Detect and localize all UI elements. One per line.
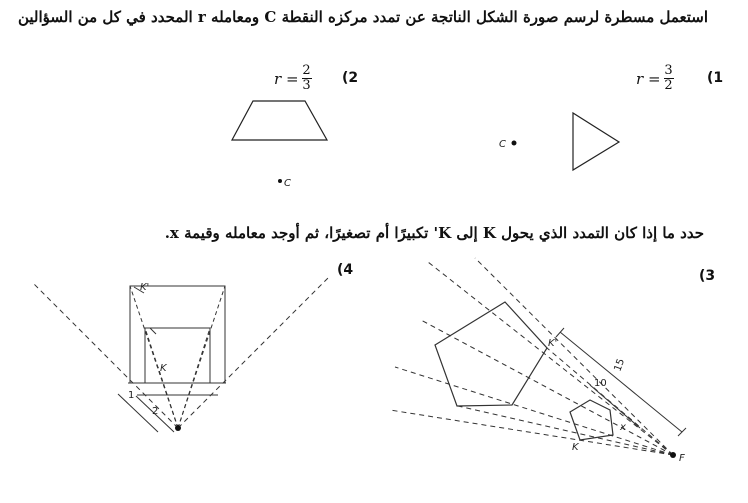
problem-2-denominator: 3 [302,78,311,93]
problem-1-center-point [512,141,517,146]
problem-3-small-pentagon [570,400,613,440]
problem-4-preimage-rect [145,328,210,383]
problem-3-length-x: x [620,422,626,433]
problem-4-length-1: 1 [128,390,135,401]
problem-1-r-label: r = [636,69,661,88]
instruction-line-1: استعمل مسطرة لرسم صورة الشكل الناتجة عن تمدد مركزه النقطة C ومعامله r المحدد في كل من السؤالين [17,8,708,26]
problem-3-ray-1 [428,262,673,455]
problem-3-kprime-label: K' [548,338,558,349]
problem-1-number: (1 [707,70,724,86]
problem-2-number: (2 [342,70,359,86]
problem-2-center-point [278,179,282,183]
problem-3-number: (3 [699,268,716,284]
problem-1-triangle [573,113,619,170]
problem-2-trapezoid [232,101,327,140]
problem-4-right-ray [178,277,329,428]
problem-4-center-point [175,425,181,431]
problem-3-k-label: K [572,442,579,453]
problem-4-kprime-label: K' [140,282,150,293]
instruction-line-2: حدد ما إذا كان التمدد الذي يحول K إلى K' تكبيرًا أم تصغيرًا، ثم أوجد معامله وقيمة x. [164,224,704,242]
problem-1-center-label: C [499,139,506,150]
problem-1-numerator: 3 [664,63,673,78]
problem-3-figure [390,258,686,464]
problem-3-center-point [670,452,676,458]
problem-4-image-rect [130,286,225,383]
problem-2-numerator: 2 [302,63,311,78]
problem-3-f-label: F [679,453,685,464]
problem-4-number: (4 [337,262,354,278]
problem-3-length-10: 10 [594,378,607,389]
problem-1-denominator: 2 [664,78,673,93]
problem-2-center-label: C [284,178,291,189]
problem-3-large-pentagon [435,302,547,406]
problem-4-length-2: 2 [152,406,159,417]
problem-3-length-15: 15 [612,357,628,374]
problem-4-k-label: K [160,363,167,374]
problem-4-figure [33,277,329,432]
problem-2-r-label: r = [274,69,299,88]
